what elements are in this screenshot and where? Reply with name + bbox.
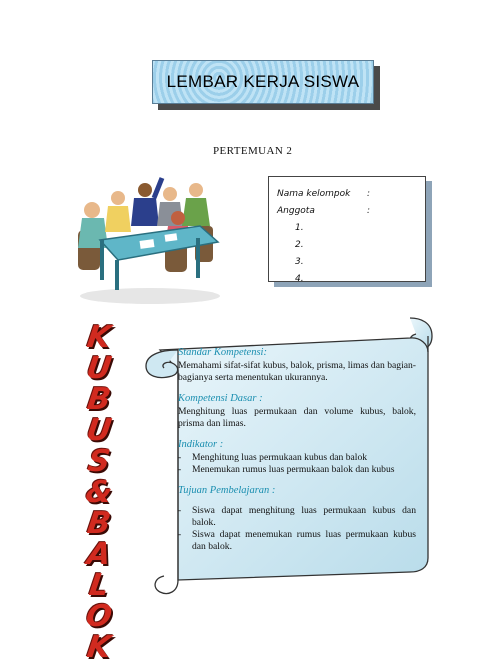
kompetensi-dasar-body: Menghitung luas permukaan dan volume kubus, balok, prisma dan limas. (178, 406, 416, 429)
indikator-item (178, 452, 416, 464)
tujuan-text: Siswa dapat menghitung luas permukaan kubus dan balok. (192, 505, 416, 528)
member-number: 4. (295, 273, 304, 284)
group-box (268, 176, 426, 282)
standar-title: Standar Kompetensi: (178, 347, 267, 358)
members-colon: : (367, 205, 371, 216)
title-banner (152, 60, 374, 104)
side-title-letter: L (86, 568, 112, 603)
indikator-text: Menghitung luas permukaan kubus dan balok (192, 452, 368, 463)
side-title-letter: U (84, 351, 114, 386)
side-title-letter: K (84, 630, 114, 665)
bullet-dash: - (178, 529, 182, 540)
meeting-illustration (70, 168, 225, 308)
bullet-dash: - (178, 505, 182, 516)
meeting-label: PERTEMUAN 2 (213, 145, 293, 157)
tujuan-item (178, 505, 416, 529)
side-title-letter: K (84, 320, 114, 355)
indikator-title: Indikator : (178, 439, 224, 450)
members-row (277, 202, 417, 219)
indikator-item (178, 464, 416, 476)
page-title: LEMBAR KERJA SISWA (166, 72, 360, 91)
group-name-colon: : (367, 188, 371, 199)
member-number: 2. (295, 239, 304, 250)
member-number: 1. (295, 222, 304, 233)
side-title-letter: A (84, 537, 114, 572)
side-title-letter: S (85, 444, 113, 479)
member-number: 3. (295, 256, 304, 267)
bullet-dash: - (178, 452, 182, 463)
tujuan-text: Siswa dapat menemukan rumus luas permukaan kubus dan balok. (192, 529, 416, 552)
members-label: Anggota (277, 205, 315, 216)
side-title-letter: & (83, 475, 115, 510)
scroll-content (178, 347, 416, 553)
side-title-letter: O (83, 599, 115, 634)
bullet-dash: - (178, 464, 182, 475)
tujuan-item (178, 529, 416, 553)
side-title (74, 322, 124, 663)
side-title-letter: U (84, 413, 114, 448)
standar-body: Memahami sifat-sifat kubus, balok, prisma, limas dan bagian-bagianya serta menentukan ukurannya. (178, 360, 416, 383)
side-title-letter: B (85, 506, 113, 541)
side-title-letter: B (85, 382, 113, 417)
indikator-text: Menemukan rumus luas permukaan balok dan kubus (192, 464, 395, 475)
kompetensi-dasar-title: Kompetensi Dasar : (178, 393, 263, 404)
group-name-label: Nama kelompok (277, 188, 351, 199)
tujuan-title: Tujuan Pembelajaran : (178, 485, 276, 496)
group-name-row (277, 185, 417, 202)
